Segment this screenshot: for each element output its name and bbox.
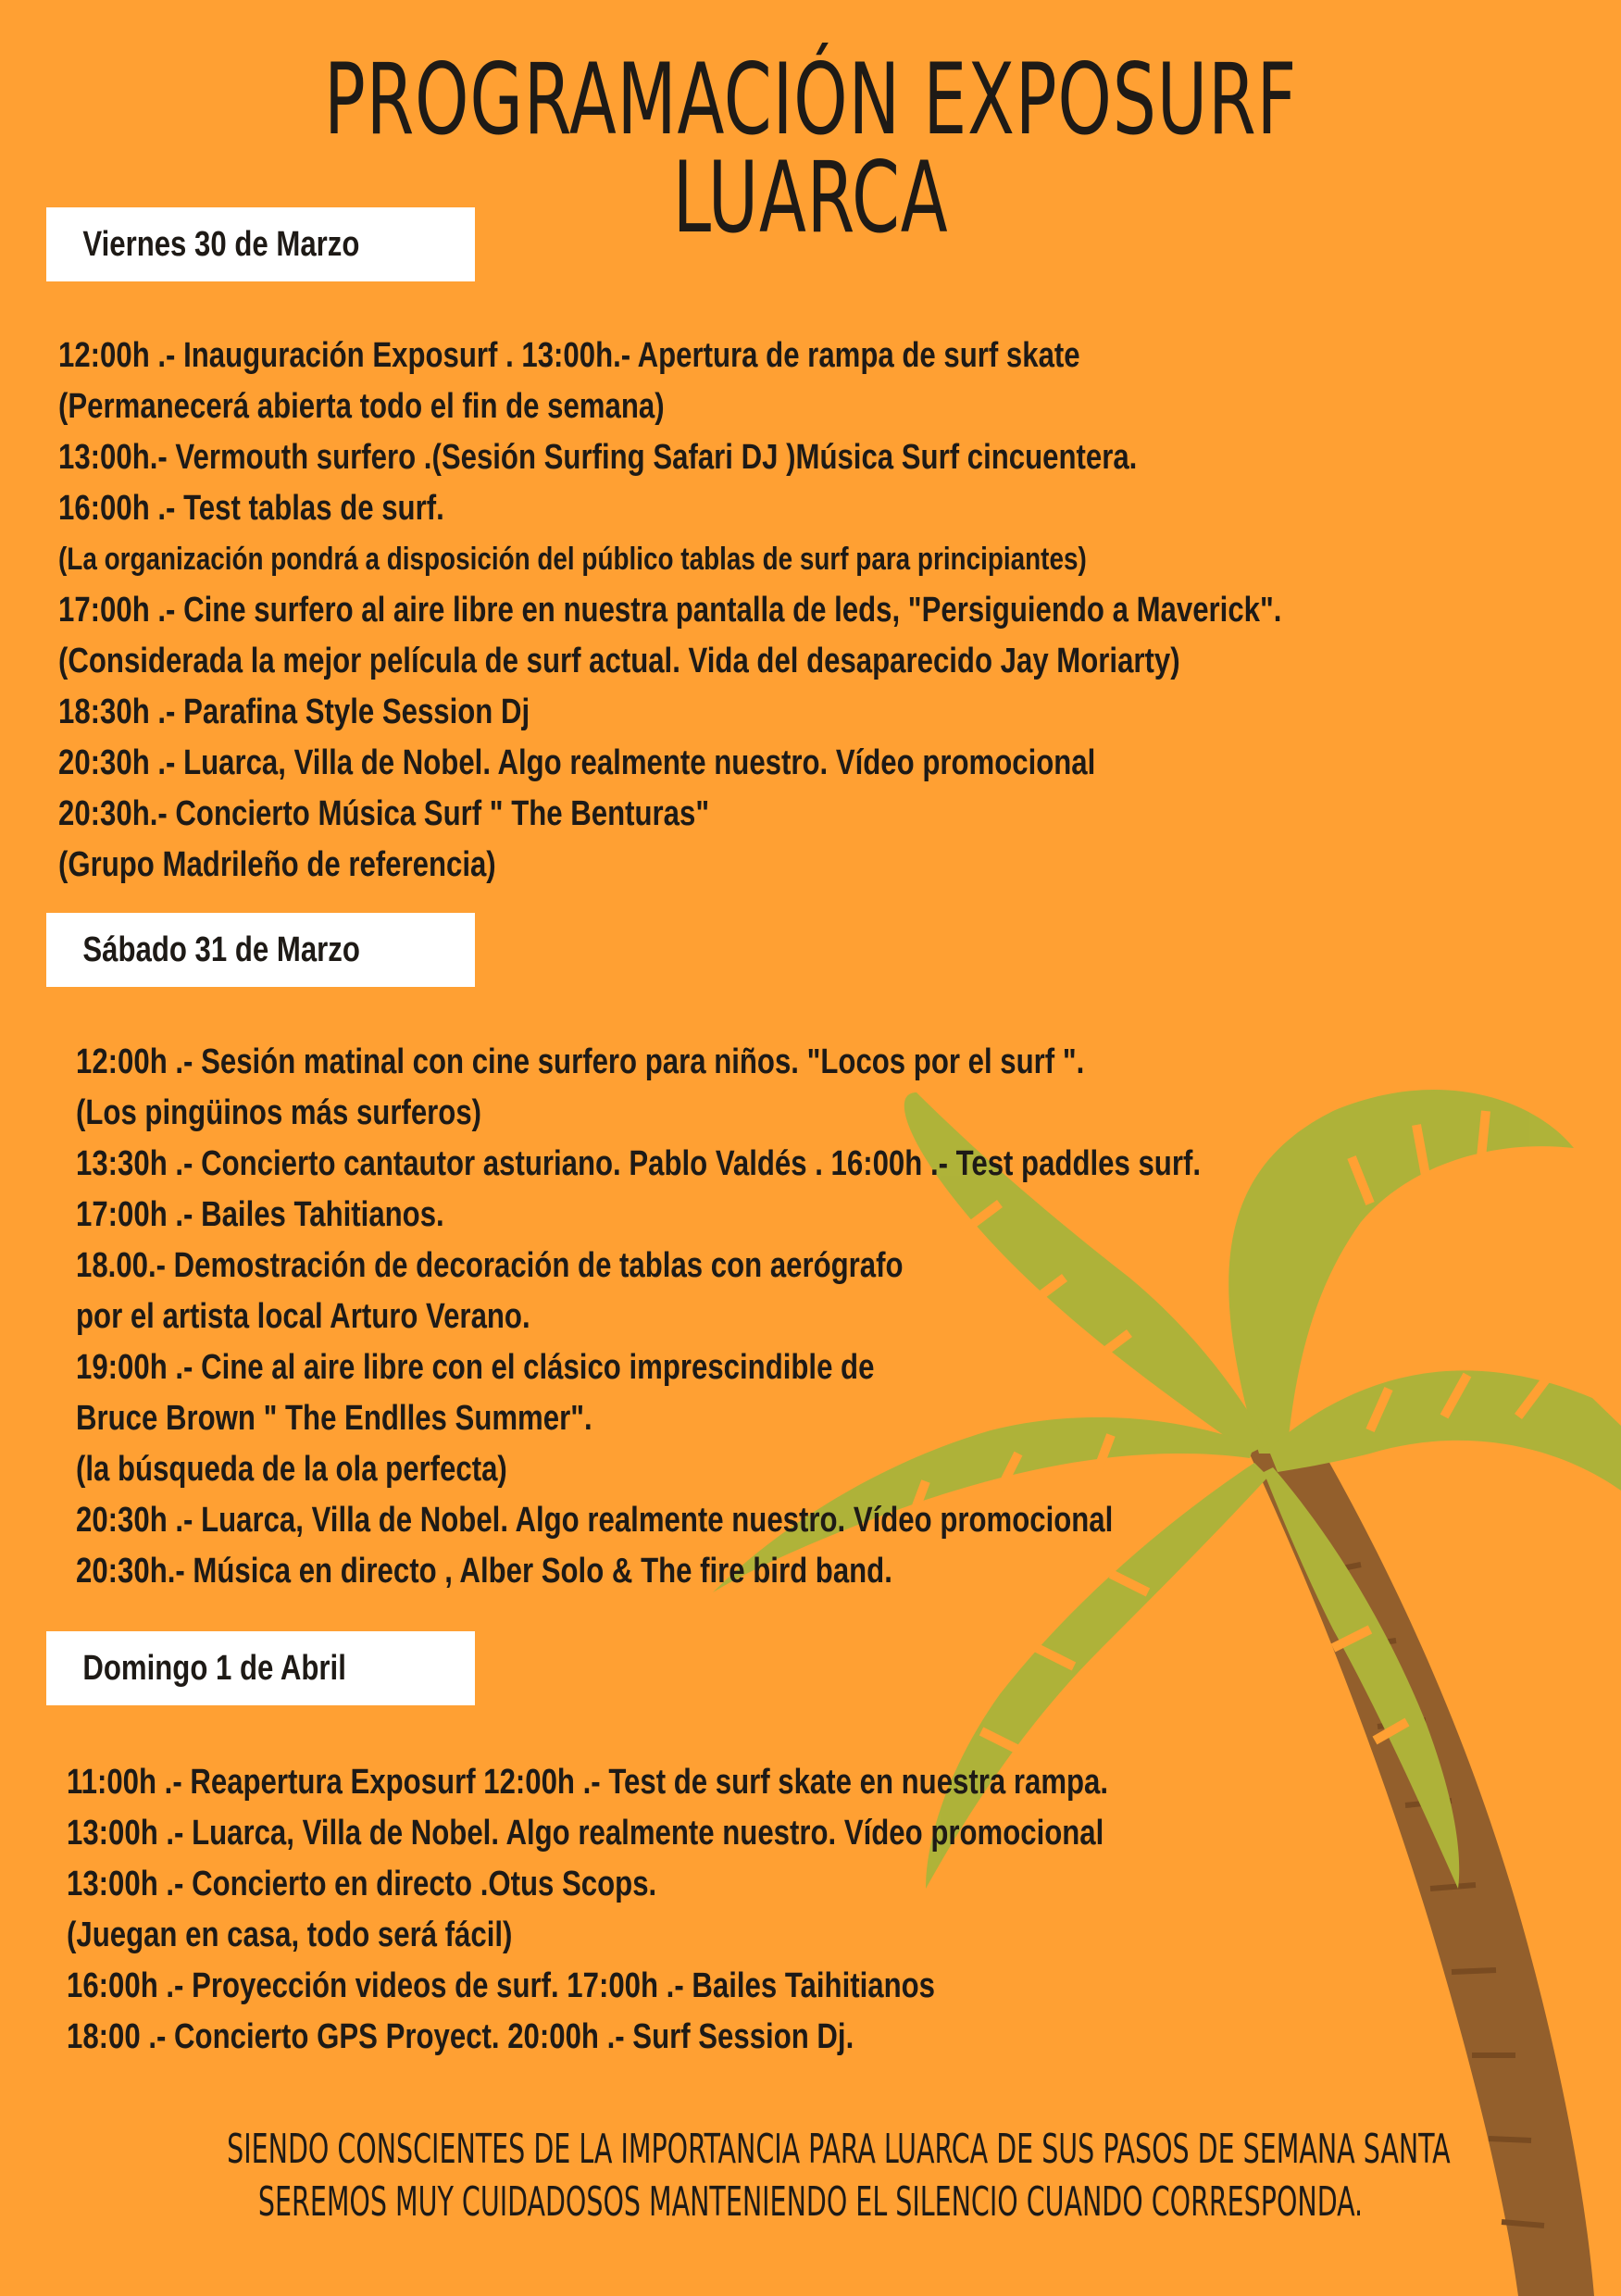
- schedule-item: (Permanecerá abierta todo el fin de semana): [58, 387, 665, 426]
- schedule-item: 13:30h .- Concierto cantautor asturiano. Pablo Valdés . 16:00h .- Test paddles surf.: [76, 1144, 1201, 1183]
- day-label-sabado: [46, 913, 475, 987]
- schedule-item: 18:30h .- Parafina Style Session Dj: [58, 693, 530, 731]
- schedule-item: 12:00h .- Inauguración Exposurf . 13:00h.- Apertura de rampa de surf skate: [58, 336, 1080, 375]
- schedule-item: 20:30h .- Luarca, Villa de Nobel. Algo realmente nuestro. Vídeo promocional: [76, 1501, 1114, 1540]
- schedule-item: (Juegan en casa, todo será fácil): [67, 1915, 513, 1954]
- footer-line-2: SEREMOS MUY CUIDADOSOS MANTENIENDO EL SILENCIO CUANDO CORRESPONDA.: [257, 2178, 1364, 2226]
- schedule-item: 18:00 .- Concierto GPS Proyect. 20:00h .- Surf Session Dj.: [67, 2017, 854, 2056]
- schedule-item: 17:00h .- Bailes Tahitianos.: [76, 1195, 444, 1234]
- schedule-item: 16:00h .- Test tablas de surf.: [58, 489, 444, 528]
- page-title: PROGRAMACIÓN EXPOSURF LUARCA: [323, 43, 1298, 255]
- schedule-item: Bruce Brown " The Endlles Summer".: [76, 1399, 592, 1438]
- schedule-item: 16:00h .- Proyección videos de surf. 17:00h .- Bailes Taihitianos: [67, 1966, 936, 2005]
- day-label-text: Domingo 1 de Abril: [82, 1648, 346, 1688]
- schedule-list-domingo: [67, 1757, 1337, 2063]
- schedule-item: (la búsqueda de la ola perfecta): [76, 1450, 507, 1489]
- schedule-item: 20:30h.- Concierto Música Surf " The Benturas": [58, 794, 710, 833]
- day-label-domingo: [46, 1631, 475, 1705]
- schedule-item: (Los pingüinos más surferos): [76, 1093, 482, 1132]
- schedule-item: (Grupo Madrileño de referencia): [58, 845, 496, 884]
- schedule-item: 20:30h.- Música en directo , Alber Solo & The fire bird band.: [76, 1552, 892, 1591]
- schedule-item: 20:30h .- Luarca, Villa de Nobel. Algo realmente nuestro. Vídeo promocional: [58, 743, 1096, 782]
- schedule-list-viernes: [58, 331, 1551, 891]
- schedule-item: 19:00h .- Cine al aire libre con el clásico imprescindible de: [76, 1348, 875, 1387]
- schedule-item: 11:00h .- Reapertura Exposurf 12:00h .- Test de surf skate en nuestra rampa.: [67, 1763, 1109, 1802]
- footer-notice: [0, 2123, 1621, 2228]
- schedule-list-sabado: [76, 1037, 1448, 1597]
- schedule-item: 12:00h .- Sesión matinal con cine surfero para niños. "Locos por el surf ".: [76, 1042, 1085, 1081]
- schedule-item: 13:00h .- Luarca, Villa de Nobel. Algo realmente nuestro. Vídeo promocional: [67, 1814, 1104, 1853]
- schedule-item: 13:00h .- Concierto en directo .Otus Scops.: [67, 1865, 657, 1903]
- schedule-item: (La organización pondrá a disposición del público tablas de surf para principiantes): [58, 542, 1087, 577]
- schedule-item: 17:00h .- Cine surfero al aire libre en nuestra pantalla de leds, "Persiguiendo a Maverick".: [58, 591, 1282, 630]
- schedule-item: por el artista local Arturo Verano.: [76, 1297, 530, 1336]
- day-label-viernes: [46, 207, 475, 281]
- schedule-item: 13:00h.- Vermouth surfero .(Sesión Surfing Safari DJ )Música Surf cincuentera.: [58, 438, 1138, 477]
- schedule-item: 18.00.- Demostración de decoración de tablas con aerógrafo: [76, 1246, 904, 1285]
- schedule-item: (Considerada la mejor película de surf actual. Vida del desaparecido Jay Moriarty): [58, 642, 1180, 680]
- day-label-text: Sábado 31 de Marzo: [82, 930, 360, 969]
- footer-line-1: SIENDO CONSCIENTES DE LA IMPORTANCIA PARA LUARCA DE SUS PASOS DE SEMANA SANTA: [227, 2126, 1451, 2173]
- day-label-text: Viernes 30 de Marzo: [82, 224, 360, 264]
